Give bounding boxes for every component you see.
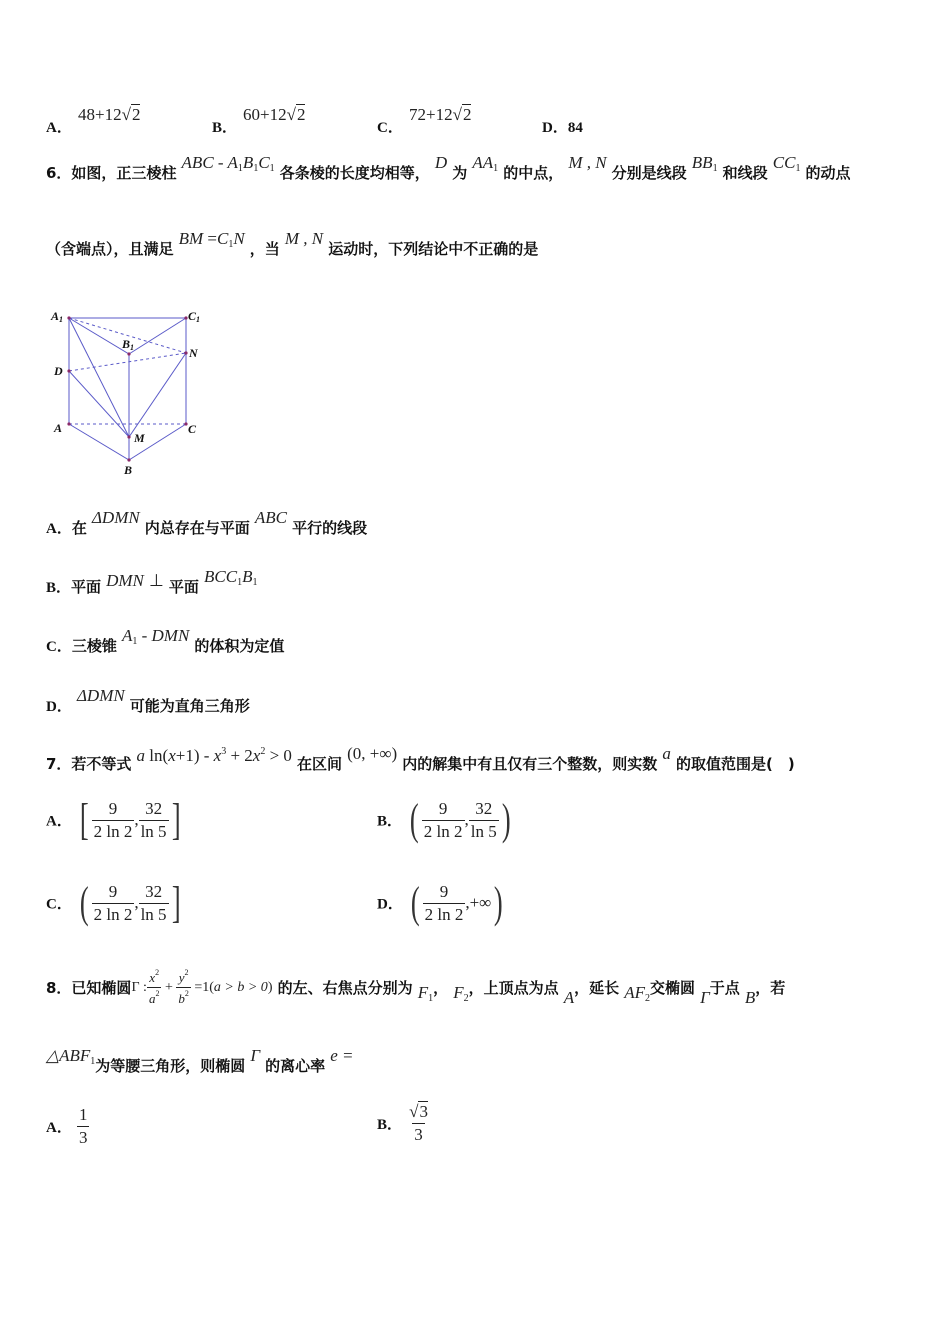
point-a1 [67,316,70,319]
frac-9-over-2ln2: $\frac{9}{2 \ln 2}$ [93,798,133,841]
q8-f2: $F_2$ [453,983,469,1004]
label-b1: B1 [122,337,135,352]
q6-stem-line1: 6．如图，正三棱柱 ABC - $A_1B_1C_1$ 各条棱的长度均相等， D 为 $AA_1$ 的中点， M , N 分别是线段 $BB_1$ 和线段 $CC_1$ 的动点 [46,153,851,182]
q7-option-a: A． [ $\frac{9}{2 \ln 2}$ , $\frac{32}{\ln 5}$ ] [46,795,181,844]
q6-option-d: D． ΔDMN 可能为直角三角形 [46,686,250,715]
label-m: M [134,431,145,445]
q6-aa1: $AA_1$ [472,153,499,174]
label-b: B [124,463,133,477]
q7-stem: 7．若不等式 a $\ln(x+1) - x^3 + 2x^2 > 0$ 在区间 (0, +∞) 内的解集中有且仅有三个整数，则实数 a 的取值范围是( ) [46,744,795,773]
q6-option-a: A．在 ΔDMN 内总存在与平面 ABC 平行的线段 [46,508,368,537]
frac-32-over-ln5: $\frac{32}{\ln 5}$ [140,798,167,841]
q5-option-a-math: 48+12√2 [78,105,141,124]
q8-af2: $AF_2$ [624,983,650,1004]
q5-option-b-label: B． [212,120,238,136]
label-n: N [189,346,198,360]
label-a: A [54,421,63,435]
q7-option-c: C． ( $\frac{9}{2 \ln 2}$ , $\frac{32}{\ln 5}$ ] [46,878,181,927]
label-c1: C1 [188,309,201,324]
q8-triangle: $\triangle ABF_1$ [46,1046,96,1067]
q6-option-c: C．三棱锥 $A_1$ - DMN 的体积为定值 [46,626,285,655]
q6-cc1: $CC_1$ [772,153,801,174]
label-d: D [54,364,63,378]
frac-sqrt3-over-3: $\frac{√3}{3}$ [409,1102,428,1144]
q6-prism-math: ABC - $A_1B_1C_1$ [181,153,275,174]
segment-dm [69,371,129,437]
segment-dn-hidden [69,353,186,371]
label-c: C [188,422,197,436]
q7-option-d: D． ( $\frac{9}{2 \ln 2}$ ,+∞) [377,878,504,927]
edge-ab [69,424,129,460]
q7-option-b: B． ( $\frac{9}{2 \ln 2}$ , $\frac{32}{\ln 5}$ ) [377,795,511,844]
q8-option-b: B． $\frac{√3}{3}$ [377,1102,428,1144]
frac-9-over-2ln2: $\frac{9}{2 \ln 2}$ [93,881,133,924]
q7-inequality: a $\ln(x+1) - x^3 + 2x^2 > 0$ [136,746,292,765]
q6-stem-line2: （含端点），且满足 BM $=C_1N$ ，当 M , N 运动时，下列结论中不正确的是 [46,229,539,258]
q5-option-d: D．84 [542,120,583,136]
point-n [184,351,187,354]
frac-9-over-2ln2: $\frac{9}{2 \ln 2}$ [423,798,463,841]
q6-option-c-math: $A_1$ - DMN [121,626,190,647]
q8-stem-line2: $\triangle ABF_1$为等腰三角形，则椭圆 Γ 的离心率 e = [46,1046,354,1075]
point-d [67,369,70,372]
q5-option-a-label: A． [46,120,72,136]
point-a [67,422,70,425]
point-b1 [127,352,130,355]
q5-option-c-math: 72+12√2 [409,105,472,124]
q8-f1: $F_1$ [417,983,434,1004]
q6-option-b-math2: $BCC_1B_1$ [204,567,258,588]
q6-bb1: $BB_1$ [691,153,718,174]
point-m [127,435,130,438]
edge-c1b1 [129,318,186,354]
point-b [127,458,130,461]
q8-stem-line1: 8．已知椭圆Γ : $\frac{x^2}{a^2}$ + $\frac{y^2}{b^2}$ =1(a > b > 0) 的左、右焦点分别为 $F_1$， $F_2$，上顶点为点 A，延长 $AF_2$交椭圆 Γ于点 B，若 [46,968,786,1007]
q6-option-b: B．平面 DMN ⊥ 平面 $BCC_1B_1$ [46,567,258,596]
q5-option-b-math: 60+12√2 [243,105,306,124]
q8-ellipse-equation: Γ : $\frac{x^2}{a^2}$ + $\frac{y^2}{b^2}$ =1(a > b > 0) [131,968,273,1006]
frac-1-over-3: $\frac{1}{3}$ [78,1105,88,1147]
q6-condition: BM $=C_1N$ [178,229,245,250]
frac-9-over-2ln2: $\frac{9}{2 \ln 2}$ [424,881,464,924]
frac-32-over-ln5: $\frac{32}{\ln 5}$ [470,798,497,841]
frac-32-over-ln5: $\frac{32}{\ln 5}$ [140,881,167,924]
label-a1: A1 [51,309,64,324]
q5-option-c-label: C． [377,120,403,136]
prism-figure [46,300,216,485]
q8-option-a: A． $\frac{1}{3}$ [46,1105,88,1147]
